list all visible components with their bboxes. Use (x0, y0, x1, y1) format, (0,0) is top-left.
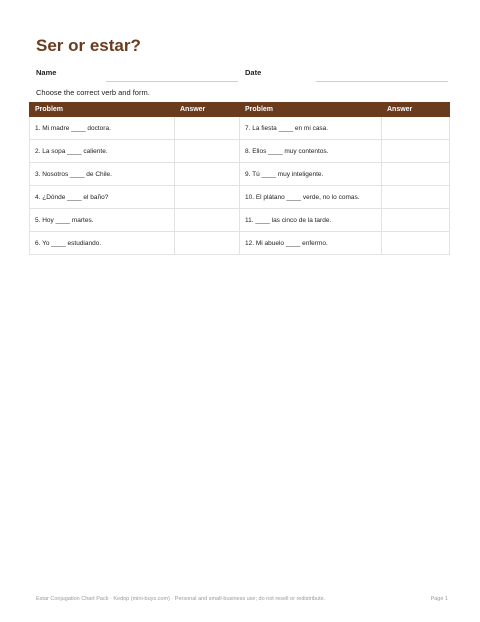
footer-credit: Estar Conjugation Chart Pack · Kedop (mini-buys.com) · Personal and small-business use; do not resell or redistribute. (36, 596, 326, 602)
date-line (316, 81, 448, 82)
name-label: Name (36, 68, 57, 77)
problem-cell: 12. Mi abuelo ____ enfermo. (240, 232, 382, 255)
header-answer: Answer (382, 103, 450, 117)
table-row (30, 117, 450, 140)
header-answer: Answer (175, 103, 240, 117)
header-problem: Problem (30, 103, 175, 117)
answer-cell (175, 117, 240, 140)
problem-cell: 4. ¿Dónde ____ el baño? (30, 186, 175, 209)
answer-cell (382, 117, 450, 140)
answer-cell (175, 209, 240, 232)
problem-cell: 6. Yo ____ estudiando. (30, 232, 175, 255)
answer-cell (175, 186, 240, 209)
answer-cell (382, 163, 450, 186)
date-label: Date (245, 68, 262, 77)
problem-cell: 2. La sopa ____ caliente. (30, 140, 175, 163)
table-header-row (30, 103, 450, 117)
problem-cell: 1. Mi madre ____ doctora. (30, 117, 175, 140)
problem-cell: 3. Nosotros ____ de Chile. (30, 163, 175, 186)
answer-cell (175, 163, 240, 186)
problem-cell: 9. Tú ____ muy inteligente. (240, 163, 382, 186)
answer-cell (382, 186, 450, 209)
table-row (30, 163, 450, 186)
problem-cell: 11. ____ las cinco de la tarde. (240, 209, 382, 232)
table-row (30, 209, 450, 232)
problem-table (29, 102, 450, 255)
table-row (30, 186, 450, 209)
worksheet-title: Ser or estar? (36, 36, 141, 55)
name-line (106, 81, 238, 82)
answer-cell (382, 209, 450, 232)
answer-cell (382, 232, 450, 255)
table-row (30, 140, 450, 163)
problem-cell: 5. Hoy ____ martes. (30, 209, 175, 232)
problem-cell: 10. El plátano ____ verde, no lo comas. (240, 186, 382, 209)
problem-cell: 7. La fiesta ____ en mi casa. (240, 117, 382, 140)
table-row (30, 232, 450, 255)
header-problem: Problem (240, 103, 382, 117)
answer-cell (382, 140, 450, 163)
page-number: Page 1 (430, 596, 448, 602)
answer-cell (175, 140, 240, 163)
instructions: Choose the correct verb and form. (36, 88, 150, 97)
answer-cell (175, 232, 240, 255)
problem-cell: 8. Ellos ____ muy contentos. (240, 140, 382, 163)
